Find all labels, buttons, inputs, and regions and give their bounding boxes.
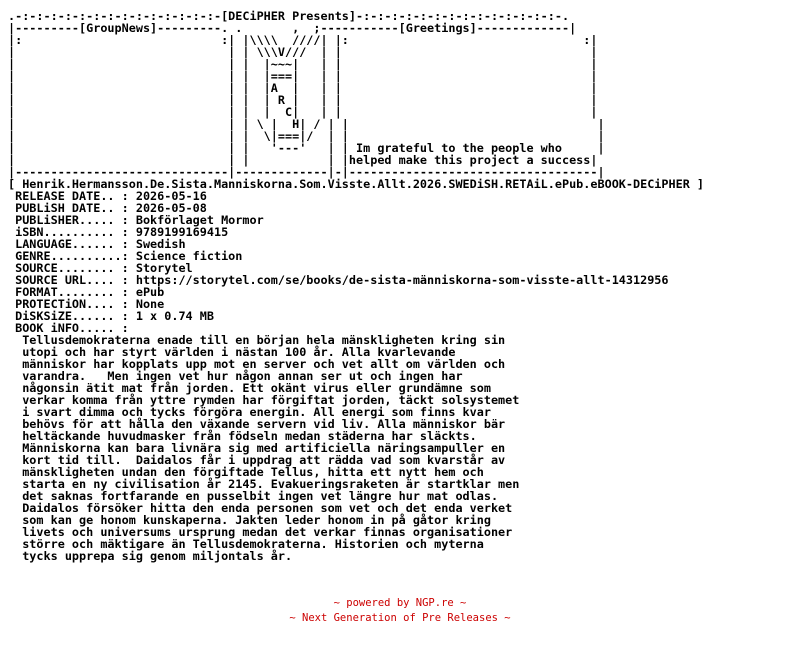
- nfo-line: verkar komma från yttre rymden har förgiftat jorden, täckt solsystemet: [8, 393, 520, 407]
- nfo-line: |---------[GroupNews]---------. . , ;-----------[Greetings]-------------|: [8, 21, 577, 35]
- nfo-line: PUBLiSHER..... : Bokförlaget Mormor: [8, 213, 264, 227]
- nfo-line: människor har kopplats upp mot en server och vet allt om världen och: [8, 357, 506, 371]
- powered-by-text: ~ powered by NGP.re ~: [333, 597, 467, 609]
- nfo-line: som kan ge honom kunskaperna. Jakten leder honom in på gåtor kring: [8, 513, 491, 527]
- nfo-line: varandra. Men ingen vet hur någon annan ser ut och ingen har: [8, 369, 463, 383]
- nfo-line: | | | | R | | | |: [8, 93, 598, 107]
- nfo-line: i svart dimma och tycks förgöra energin. All energi som finns kvar: [8, 405, 491, 419]
- nfo-line: Människorna kan bara livnära sig med artificiella näringsampuller en: [8, 441, 506, 455]
- nfo-line: | | | \ | H| / | | |: [8, 117, 605, 131]
- nfo-line: utopi och har styrt världen i nästan 100 år. Alla kvarlevande: [8, 345, 456, 359]
- nfo-line: PROTECTiON.... : None: [8, 297, 165, 311]
- nfo-line: behövs för att hålla den växande servern vid liv. Alla människor bär: [8, 417, 506, 431]
- nfo-line: PUBLiSH DATE.. : 2026-05-08: [8, 201, 207, 215]
- nfo-line: Daidalos försöker hitta den enda personen som vet och det enda verket: [8, 501, 513, 515]
- nfo-line: FORMAT........ : ePub: [8, 285, 165, 299]
- nfo-line: [ Henrik.Hermansson.De.Sista.Manniskorna.Som.Visste.Allt.2026.SWEDiSH.RETAiL.ePub.eBOOK-DECiPHER ]: [8, 177, 705, 191]
- nfo-line: | | | \\\V/// | | |: [8, 45, 598, 59]
- nfo-line: LANGUAGE...... : Swedish: [8, 237, 186, 251]
- footer: [0, 596, 800, 626]
- nfo-line: | | | \|===|/ | | |: [8, 129, 605, 143]
- nfo-line: starta en ny civilisation år 2145. Evakueringsraketen är startklar men: [8, 477, 520, 491]
- nfo-line: iSBN.......... : 9789199169415: [8, 225, 229, 239]
- nfo-line: kort tid till. Daidalos får i uppdrag att rädda vad som kvarstår av: [8, 453, 506, 467]
- nfo-line: SOURCE........ : Storytel: [8, 261, 193, 275]
- nfo-line: heltäckande huvudmasker från födseln medan städerna har släckts.: [8, 429, 477, 443]
- nfo-line: | | | | |helped make this project a success|: [8, 153, 598, 167]
- nfo-line: |------------------------------|-------------|-|-----------------------------------|: [8, 165, 605, 179]
- nfo-line: | | | '---' | | Im grateful to the people who |: [8, 141, 605, 155]
- nfo-line: SOURCE URL.... : https://storytel.com/se/books/de-sista-människorna-som-visste-allt-14312956: [8, 273, 669, 287]
- nfo-line: GENRE..........: Science fiction: [8, 249, 243, 263]
- nfo-line: mänskligheten undan den förgiftade Tellus, hitta ett nytt hem och: [8, 465, 484, 479]
- nfo-line: DiSKSiZE...... : 1 x 0.74 MB: [8, 309, 214, 323]
- nfo-line: | | | | C| | | |: [8, 105, 598, 119]
- nfo-line: BOOK iNFO..... :: [8, 321, 129, 335]
- nfo-line: |: :| |\\\\ ////| |: :|: [8, 33, 598, 47]
- nfo-line: större och mäktigare än Tellusdemokraterna. Historien och myterna: [8, 537, 484, 551]
- nfo-line: | | | |A | | | |: [8, 81, 598, 95]
- nfo-line: livets och universums ursprung medan det verkar finnas organisationer: [8, 525, 513, 539]
- nfo-line: RELEASE DATE.. : 2026-05-16: [8, 189, 207, 203]
- nfo-text-view: [8, 10, 704, 562]
- nfo-line: | | | |===| | | |: [8, 69, 598, 83]
- nfo-line: | | | |~~~| | | |: [8, 57, 598, 71]
- tagline-text: ~ Next Generation of Pre Releases ~: [289, 612, 511, 624]
- nfo-line: Tellusdemokraterna enade till en början hela mänskligheten kring sin: [8, 333, 506, 347]
- nfo-line: det saknas fortfarande en pusselbit ingen vet längre hur mat odlas.: [8, 489, 499, 503]
- nfo-line: .-:-:-:-:-:-:-:-:-:-:-:-:-:-:-[DECiPHER Presents]-:-:-:-:-:-:-:-:-:-:-:-:-:-:-.: [8, 9, 570, 23]
- nfo-line: tycks upprepa sig genom miljontals år.: [8, 549, 293, 563]
- nfo-line: någonsin ätit mat från jorden. Ett okänt virus eller grundämne som: [8, 381, 491, 395]
